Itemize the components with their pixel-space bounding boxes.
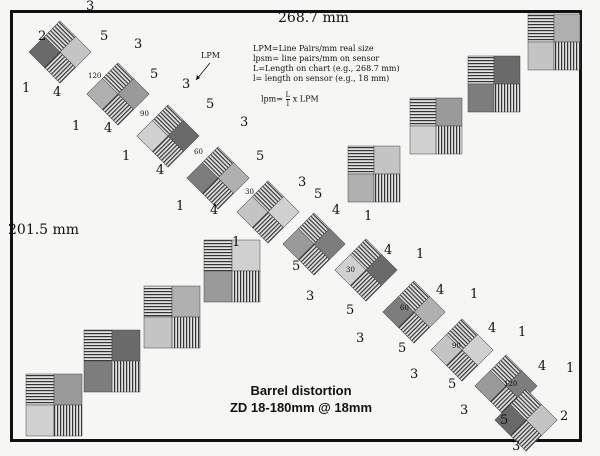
target-number-label: 1	[22, 81, 31, 96]
formula	[261, 91, 319, 108]
gray-patch	[494, 56, 520, 84]
stripe-patch	[232, 271, 260, 302]
target-number-label: 1	[122, 149, 131, 164]
target-number-label: 5	[346, 303, 355, 318]
target-number-label: 1	[518, 325, 527, 340]
target-number-label: 4	[538, 359, 547, 374]
stripe-patch	[172, 317, 200, 348]
gray-patch	[348, 174, 374, 202]
stripe-patch	[348, 146, 374, 174]
caption-subtitle: ZD 18-180mm @ 18mm	[229, 400, 373, 415]
target-number-label: 1	[470, 287, 479, 302]
target-number-label: 90	[140, 110, 149, 118]
legend-line: l= length on sensor (e.g., 18 mm)	[253, 74, 390, 83]
gray-patch	[144, 317, 172, 348]
target-number-label: 3	[356, 331, 365, 346]
stripe-patch	[528, 14, 554, 42]
target-block	[410, 98, 462, 154]
target-number-label: 60	[194, 148, 203, 156]
target-number-label: 1	[364, 209, 373, 224]
formula-denominator: l	[286, 100, 289, 108]
target-number-label: 60	[400, 304, 409, 312]
target-number-label: 5	[500, 413, 509, 428]
stripe-patch	[26, 374, 54, 405]
lpm-pointer-label: LPM	[201, 51, 220, 60]
legend-text	[253, 44, 400, 84]
target-number-label: 5	[292, 259, 301, 274]
target-number-label: 5	[206, 97, 215, 112]
target-number-label: 30	[245, 188, 254, 196]
target-number-label: 5	[100, 29, 109, 44]
gray-patch	[410, 126, 436, 154]
target-number-label: 120	[504, 380, 518, 388]
target-patch-group	[431, 319, 493, 381]
stripe-patch	[494, 84, 520, 112]
stripe-patch	[112, 361, 140, 392]
stripe-patch	[436, 126, 462, 154]
target-block	[144, 286, 200, 348]
target-number-label: 1	[176, 199, 185, 214]
target-number-label: 90	[452, 342, 461, 350]
target-number-label: 4	[384, 243, 393, 258]
stripe-patch	[468, 56, 494, 84]
target-number-label: 5	[448, 377, 457, 392]
gray-patch	[54, 374, 82, 405]
legend-line: L=Length on chart (e.g., 268.7 mm)	[253, 64, 400, 73]
stripe-patch	[144, 286, 172, 317]
target-number-label: 4	[436, 283, 445, 298]
target-block	[528, 14, 580, 70]
target-block	[84, 330, 140, 392]
caption-title: Barrel distortion	[250, 383, 352, 398]
stripe-patch	[204, 240, 232, 271]
target-number-label: 4	[332, 203, 341, 218]
target-number-label: 3	[410, 367, 419, 382]
gray-patch	[436, 98, 462, 126]
target-number-label: 1	[72, 119, 81, 134]
target-number-label: 2	[38, 29, 47, 44]
formula-rhs: x LPM	[292, 94, 319, 104]
stripe-patch	[374, 174, 400, 202]
target-number-label: 3	[512, 439, 521, 454]
target-number-label: 4	[156, 163, 165, 178]
target-number-label: 1	[232, 235, 241, 250]
target-number-label: 2	[560, 409, 569, 424]
chart-width-label: 268.7 mm	[278, 10, 350, 26]
caption	[206, 382, 396, 416]
target-number-label: 4	[488, 321, 497, 336]
stripe-patch	[410, 98, 436, 126]
gray-patch	[374, 146, 400, 174]
gray-patch	[26, 405, 54, 436]
target-number-label: 5	[314, 187, 323, 202]
target-block	[348, 146, 400, 202]
target-number-label: 1	[416, 247, 425, 262]
target-block	[26, 374, 82, 436]
target-number-label: 3	[298, 175, 307, 190]
target-number-label: 3	[306, 289, 315, 304]
formula-lhs: lpm=	[261, 94, 283, 104]
target-number-label: 4	[210, 203, 219, 218]
stripe-patch	[54, 405, 82, 436]
stripe-patch	[84, 330, 112, 361]
gray-patch	[528, 42, 554, 70]
target-number-label: 3	[460, 403, 469, 418]
target-number-label: 3	[86, 0, 95, 14]
gray-patch	[204, 271, 232, 302]
target-number-label: 5	[256, 149, 265, 164]
formula-numerator: L	[285, 91, 291, 99]
target-number-label: 4	[53, 85, 62, 100]
gray-patch	[172, 286, 200, 317]
target-number-label: 5	[398, 341, 407, 356]
gray-patch	[554, 14, 580, 42]
target-number-label: 1	[566, 361, 575, 376]
target-number-label: 3	[134, 37, 143, 52]
stripe-patch	[554, 42, 580, 70]
gray-patch	[84, 361, 112, 392]
target-number-label: 3	[240, 115, 249, 130]
legend-line: LPM=Line Pairs/mm real size	[253, 44, 374, 53]
target-number-label: 4	[104, 121, 113, 136]
chart-height-label: 201.5 mm	[8, 222, 80, 238]
target-number-label: 3	[182, 77, 191, 92]
target-patch-group	[187, 147, 249, 209]
target-number-label: 5	[150, 67, 159, 82]
gray-patch	[468, 84, 494, 112]
target-block	[468, 56, 520, 112]
gray-patch	[112, 330, 140, 361]
target-number-label: 120	[88, 72, 102, 80]
target-number-label: 30	[346, 266, 355, 274]
legend-line: lpsm= line pairs/mm on sensor	[253, 54, 380, 63]
